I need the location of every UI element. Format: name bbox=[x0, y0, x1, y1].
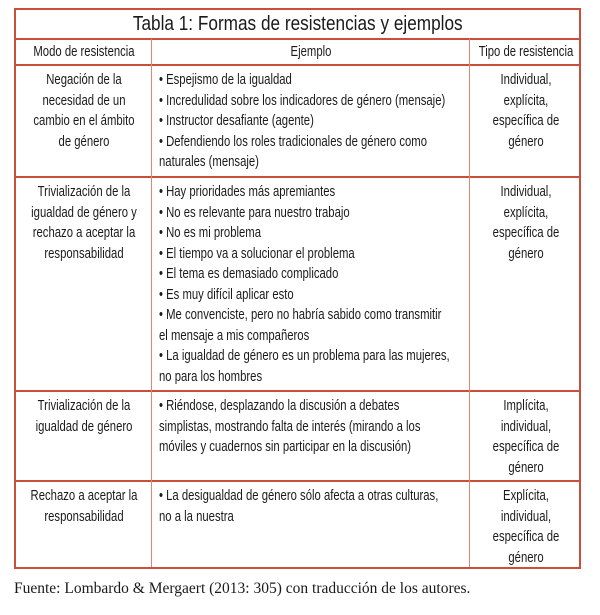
cell-text: rechazo a aceptar la bbox=[32, 225, 136, 241]
cell-text: • Hay prioridades más apremiantes bbox=[159, 184, 336, 200]
cell-text: específica de bbox=[492, 113, 559, 129]
cell-text: igualdad de género y bbox=[31, 204, 137, 221]
cell-text: Trivialización de la bbox=[37, 398, 131, 414]
cell-text: específica de bbox=[492, 529, 559, 545]
header-label: Tipo de resistencia bbox=[478, 44, 573, 60]
ejemplo-cell bbox=[152, 392, 470, 480]
cell-text: Negación de la bbox=[46, 72, 122, 88]
cell-text: individual, bbox=[500, 418, 551, 435]
table-row bbox=[16, 66, 579, 178]
modo-cell bbox=[16, 482, 152, 569]
cell-text: necesidad de un bbox=[42, 92, 126, 109]
source-caption: Fuente: Lombardo & Mergaert (2013: 305) con traducción de los autores. bbox=[14, 580, 471, 597]
column-divider bbox=[151, 39, 152, 567]
cell-text: género bbox=[507, 459, 544, 476]
cell-text: • No es mi problema bbox=[159, 225, 262, 241]
cell-text: Implícita, bbox=[502, 398, 549, 414]
tipo-cell bbox=[470, 392, 581, 480]
column-divider bbox=[469, 39, 470, 567]
cell-text: no para los hombres bbox=[159, 368, 263, 385]
cell-text: específica de bbox=[492, 225, 559, 241]
cell-text: • Es muy difícil aplicar esto bbox=[159, 286, 294, 303]
cell-text: responsabilidad bbox=[44, 508, 124, 525]
cell-text: específica de bbox=[492, 439, 559, 455]
cell-text: Trivialización de la bbox=[37, 184, 131, 200]
cell-text: género bbox=[507, 133, 544, 150]
table-header-row bbox=[16, 39, 579, 66]
cell-text: el mensaje a mis compañeros bbox=[159, 327, 310, 344]
cell-text: explícita, bbox=[503, 204, 548, 221]
resistance-table bbox=[14, 8, 581, 569]
header-cell-tipo bbox=[470, 39, 581, 64]
table-title-row bbox=[16, 10, 579, 40]
table-title: Tabla 1: Formas de resistencias y ejemplos bbox=[132, 13, 463, 35]
cell-text: Explícita, bbox=[502, 488, 549, 504]
tipo-cell bbox=[470, 66, 581, 176]
cell-text: • Me convenciste, pero no habría sabido como transmitir bbox=[159, 307, 442, 323]
modo-cell bbox=[16, 392, 152, 480]
cell-text: • Incredulidad sobre los indicadores de género (mensaje) bbox=[159, 92, 446, 109]
cell-text: simplistas, mostrando falta de interés (mirando a los bbox=[159, 418, 421, 435]
table-row bbox=[16, 392, 579, 482]
ejemplo-cell bbox=[152, 66, 470, 176]
header-label: Ejemplo bbox=[290, 44, 332, 60]
tipo-cell bbox=[470, 482, 581, 569]
cell-text: • Defendiendo los roles tradicionales de género como bbox=[159, 133, 428, 150]
cell-text: individual, bbox=[500, 508, 551, 525]
cell-text: Individual, bbox=[500, 184, 551, 200]
cell-text: • El tema es demasiado complicado bbox=[159, 266, 339, 282]
ejemplo-cell bbox=[152, 178, 470, 390]
cell-text: explícita, bbox=[503, 92, 548, 109]
cell-text: • Instructor desafiante (agente) bbox=[159, 113, 314, 129]
cell-text: igualdad de género bbox=[35, 418, 133, 435]
modo-cell bbox=[16, 178, 152, 390]
cell-text: de género bbox=[58, 133, 110, 150]
cell-text: • La igualdad de género es un problema para las mujeres, bbox=[159, 348, 450, 364]
header-label: Modo de resistencia bbox=[33, 44, 135, 60]
cell-text: • Espejismo de la igualdad bbox=[159, 72, 292, 88]
header-cell-modo bbox=[16, 39, 152, 64]
cell-text: cambio en el ámbito bbox=[33, 113, 135, 129]
tipo-cell bbox=[470, 178, 581, 390]
modo-cell bbox=[16, 66, 152, 176]
cell-text: • El tiempo va a solucionar el problema bbox=[159, 245, 355, 262]
cell-text: Individual, bbox=[500, 72, 551, 88]
cell-text: Rechazo a aceptar la bbox=[30, 488, 138, 504]
ejemplo-cell bbox=[152, 482, 470, 569]
cell-text: móviles y cuadernos sin participar en la discusión) bbox=[159, 439, 412, 455]
cell-text: no a la nuestra bbox=[159, 508, 234, 525]
table-row bbox=[16, 482, 579, 569]
header-cell-ejemplo bbox=[152, 39, 470, 64]
cell-text: género bbox=[507, 245, 544, 262]
cell-text: • Riéndose, desplazando la discusión a debates bbox=[159, 398, 400, 414]
cell-text: • No es relevante para nuestro trabajo bbox=[159, 204, 350, 221]
cell-text: naturales (mensaje) bbox=[159, 154, 259, 170]
table-row bbox=[16, 178, 579, 392]
cell-text: género bbox=[507, 549, 544, 566]
cell-text: responsabilidad bbox=[44, 245, 124, 262]
cell-text: • La desigualdad de género sólo afecta a otras culturas, bbox=[159, 488, 439, 504]
